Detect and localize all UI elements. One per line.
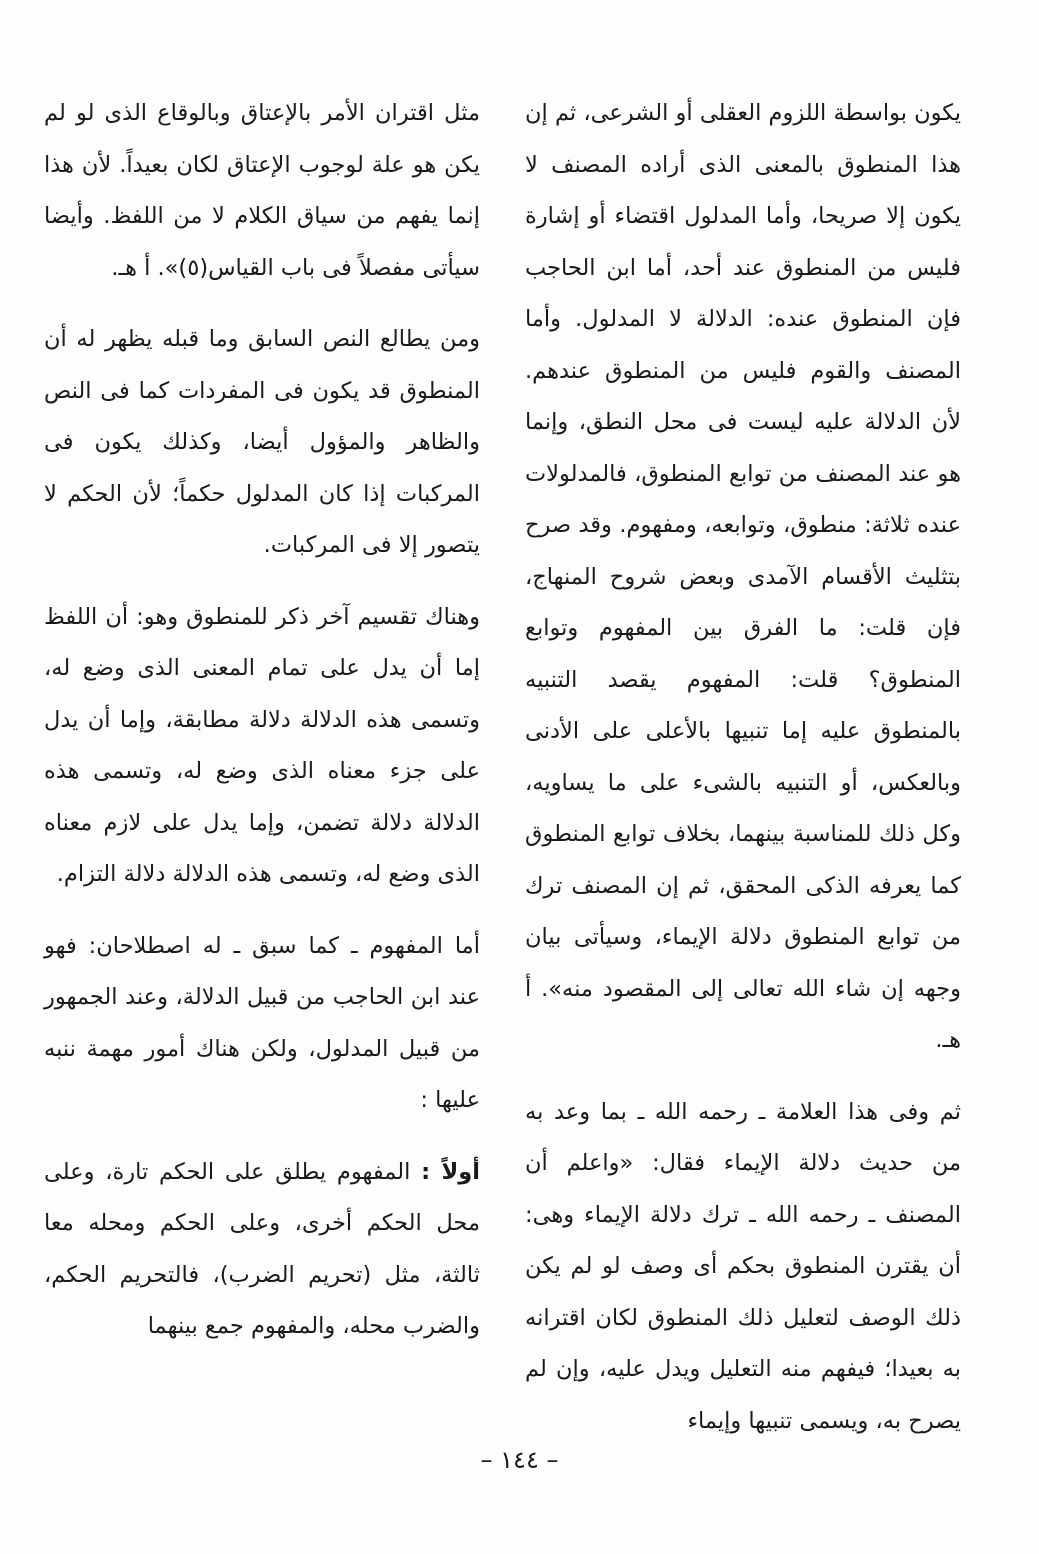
paragraph: ومن يطالع النص السابق وما قبله يظهر له أن المنطوق قد يكون فى المفردات كما فى النص والظاهر والمؤول أيضا، وكذلك يكون فى المركبات إذا كان المدلول حكماً؛ لأن الحكم لا يتصور إلا فى المركبات. xyxy=(44,326,480,558)
page-number: – ١٤٤ – xyxy=(480,1446,559,1474)
paragraph: وهناك تقسيم آخر ذكر للمنطوق وهو: أن اللفظ إما أن يدل على تمام المعنى الذى وضع له، وتسمى هذه الدلالة دلالة مطابقة، وإما أن يدل على جزء معناه الذى وضع له، وتسمى هذه الدلالة دلالة تضمن، وإما يدل على لازم معناه الذى وضع له، وتسمى هذه الدلالة دلالة التزام. xyxy=(44,603,480,887)
paragraph: أما المفهوم ـ كما سبق ـ له اصطلاحان: فهو عند ابن الحاجب من قبيل الدلالة، وعند الجمهور من قبيل المدلول، ولكن هناك أمور مهمة ننبه عليها : xyxy=(44,932,480,1113)
paragraph-text: المفهوم يطلق على الحكم تارة، وعلى محل الحكم أخرى، وعلى الحكم ومحله معا ثالثة، مثل (تحريم الضرب)، فالتحريم الحكم، والضرب محله، والمفهوم جمع بينهما xyxy=(44,1158,480,1339)
paragraph: ثم وفى هذا العلامة ـ رحمه الله ـ بما وعد به من حديث دلالة الإيماء فقال: «واعلم أن المصنف ـ رحمه الله ـ ترك دلالة الإيماء وهى: أن يقترن المنطوق بحكم أى وصف لو لم يكن ذلك الوصف لتعليل ذلك المنطوق لكان اقترانه به بعيدا؛ فيفهم منه التعليل ويدل عليه، وإن لم يصرح به، ويسمى تنبيها وإيماء xyxy=(525,1098,961,1434)
paragraph xyxy=(44,1147,480,1353)
left-column xyxy=(44,88,480,1373)
paragraph: مثل اقتران الأمر بالإعتاق وبالوقاع الذى لو لم يكن هو علة لوجوب الإعتاق لكان بعيداً. لأن هذا إنما يفهم من سياق الكلام لا من اللفظ. وأيضا سيأتى مفصلاً فى باب القياس(٥)». أ هـ. xyxy=(44,100,480,281)
paragraph-lead: أولاً : xyxy=(421,1158,480,1185)
paragraph: يكون بواسطة اللزوم العقلى أو الشرعى، ثم إن هذا المنطوق بالمعنى الذى أراده المصنف لا يكون إلا صريحا، وأما المدلول اقتضاء أو إشارة فليس من المنطوق عند أحد، أما ابن الحاجب فإن المنطوق عنده: الدلالة لا المدلول. وأما المصنف والقوم فليس من المنطوق عندهم. لأن الدلالة عليه ليست فى محل النطق، وإنما هو عند المصنف من توابع المنطوق، فالمدلولات عنده ثلاثة: منطوق، وتوابعه، ومفهوم. وقد صرح بتثليث الأقسام الآمدى وبعض شروح المنهاج، فإن قلت: ما الفرق بين المفهوم وتوابع المنطوق؟ قلت: المفهوم يقصد التنبيه بالمنطوق عليه إما تنبيها بالأعلى على الأدنى وبالعكس، أو التنبيه بالشىء على ما يساويه، وكل ذلك للمناسبة بينهما، بخلاف توابع المنطوق كما يعرفه الذكى المحقق، ثم إن المصنف ترك من توابع المنطوق دلالة الإيماء، وسيأتى بيان وجهه إن شاء الله تعالى إلى المقصود منه». أ هـ. xyxy=(525,100,961,1053)
right-column xyxy=(525,88,961,1467)
